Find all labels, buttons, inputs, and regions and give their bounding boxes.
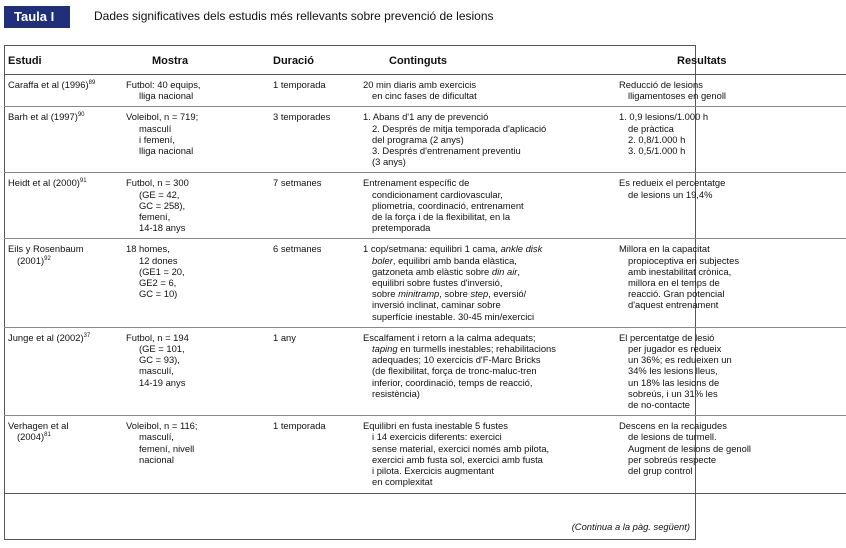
sample-cell-line: nacional <box>139 453 174 465</box>
contents-cell-line: resistència) <box>372 387 420 399</box>
study-cell <box>4 416 122 493</box>
sample-cell-line: femení, nivell <box>139 442 195 454</box>
duration-cell <box>269 327 359 415</box>
results-cell-line: Augment de lesions de genoll <box>628 442 752 454</box>
study-cell <box>4 107 122 173</box>
sample-cell-line: Voleibol, n = 116; <box>126 420 198 432</box>
study-cell <box>4 173 122 239</box>
sample-cell-line: 14-18 anys <box>139 222 186 234</box>
sample-cell <box>122 239 269 327</box>
col-header-sample: Mostra <box>122 46 269 75</box>
results-cell-line: amb inestabilitat crònica, <box>628 265 732 277</box>
results-cell <box>615 75 846 107</box>
col-header-contents: Continguts <box>359 46 615 75</box>
results-cell-line: per sobreús respecte <box>628 453 717 465</box>
contents-cell-line: (3 anys) <box>372 156 406 168</box>
contents-cell-line: inversió inclinat, caminar sobre <box>372 299 501 311</box>
contents-cell-line: inferior, coordinació, temps de reacció, <box>372 376 533 388</box>
table-caption: Dades significatives dels estudis més rellevants sobre prevenció de lesions <box>94 9 494 23</box>
contents-cell-line: i 14 exercicis diferents: exercici <box>372 431 502 443</box>
header-row <box>4 46 846 75</box>
results-cell-line: 1. 0,9 lesions/1.000 h <box>619 111 709 123</box>
contents-cell-line: 2. Després de mitja temporada d'aplicació <box>372 122 547 134</box>
results-cell-line: propioceptiva en subjectes <box>628 254 740 266</box>
sample-cell-line: (GE = 101, <box>139 343 185 355</box>
contents-cell-line: en complexitat <box>372 476 433 488</box>
contents-cell-line: exercici amb fusta sol, exercici amb fusta <box>372 453 543 465</box>
results-cell <box>615 327 846 415</box>
results-cell-line: de no-contacte <box>628 399 691 411</box>
results-cell <box>615 239 846 327</box>
sample-cell-line: femení, <box>139 211 171 223</box>
study-cell-line: Caraffa et al $(1996)^{89}$ <box>8 79 96 90</box>
contents-cell-line: 1 cop/setmana: equilibri 1 cama, ankle disk <box>363 243 543 255</box>
table-body <box>4 75 846 494</box>
contents-cell-line: en cinc fases de dificultat <box>372 90 477 102</box>
sample-cell-line: 18 homes, <box>126 243 170 255</box>
contents-cell-line: superfície inestable. 30-45 min/exercici <box>372 310 535 322</box>
results-cell-line: lligamentoses en genoll <box>628 90 726 102</box>
results-cell-line: millora en el temps de <box>628 277 720 289</box>
contents-cell-line: sense material, exercici només amb pilota, <box>372 442 550 454</box>
table-row <box>4 239 846 327</box>
results-cell-line: d'aquest entrenament <box>628 299 719 311</box>
results-cell-line: Reducció de lesions <box>619 79 703 90</box>
sample-cell <box>122 75 269 107</box>
contents-cell-line: pliometria, coordinació, entrenament <box>372 199 524 211</box>
results-cell-line: per jugador es redueix <box>628 343 722 355</box>
reference-number: 81 <box>44 432 51 439</box>
sample-cell-line: (GE = 42, <box>139 188 180 200</box>
contents-cell <box>359 327 615 415</box>
results-cell-line: 2. 0,8/1.000 h <box>628 133 686 145</box>
sample-cell-line: Futbol, n = 194 <box>126 331 189 343</box>
sample-cell-line: i femení, <box>139 133 175 145</box>
sample-cell <box>122 416 269 493</box>
sample-cell-line: masculí, <box>139 365 174 377</box>
duration-cell <box>269 416 359 493</box>
results-cell-line: sobreús, i un 31% les <box>628 387 718 399</box>
contents-cell-line: equilibri sobre fustes d'inversió, <box>372 277 503 289</box>
contents-cell-line: 1. Abans d'1 any de prevenció <box>363 111 489 123</box>
contents-cell-line: condicionament cardiovascular, <box>372 188 503 200</box>
sample-cell <box>122 107 269 173</box>
results-cell-line: El percentatge de lesió <box>619 331 715 343</box>
contents-cell <box>359 173 615 239</box>
study-cell <box>4 327 122 415</box>
sample-cell-line: GC = 10) <box>139 288 178 300</box>
table-row <box>4 416 846 493</box>
sample-cell-line: GC = 258), <box>139 199 186 211</box>
duration-cell <box>269 239 359 327</box>
sample-cell-line: 14-19 anys <box>139 376 186 388</box>
duration-cell-line: 3 temporades <box>273 111 331 123</box>
study-cell-line: Eils y Rosenbaum <box>8 243 84 255</box>
contents-cell-line: de la força i de la flexibilitat, en la <box>372 211 511 223</box>
contents-cell-line: sobre minitramp, sobre step, eversió/ <box>372 288 527 300</box>
duration-cell-line: 6 setmanes <box>273 243 322 255</box>
contents-cell-line: i pilota. Exercicis augmentant <box>372 465 494 477</box>
contents-cell-line: Equilibri en fusta inestable 5 fustes <box>363 420 508 432</box>
table-row <box>4 327 846 415</box>
contents-cell-line: Escalfament i retorn a la calma adequats; <box>363 331 536 343</box>
contents-cell-line: (de flexibilitat, força de tronc-maluc-tren <box>372 365 537 377</box>
sample-cell <box>122 327 269 415</box>
results-cell-line: de pràctica <box>628 122 674 134</box>
study-cell-line: Barh et al $(1997)^{90}$ <box>8 111 85 123</box>
contents-cell-line: del programa (2 anys) <box>372 133 464 145</box>
results-cell <box>615 107 846 173</box>
contents-cell <box>359 416 615 493</box>
reference-number: 92 <box>44 255 51 262</box>
duration-cell-line: 1 temporada <box>273 420 326 432</box>
table-number-badge: Taula I <box>4 6 70 28</box>
contents-cell-line: 20 min diaris amb exercicis <box>363 79 477 90</box>
sample-cell-line: 12 dones <box>139 254 178 266</box>
table-row <box>4 75 846 107</box>
results-cell-line: de lesions un 19,4% <box>628 188 713 200</box>
sample-cell-line: GE2 = 6, <box>139 277 177 289</box>
study-cell-line: $(2004)^{81}$ <box>17 431 51 443</box>
duration-cell-line: 7 setmanes <box>273 177 322 189</box>
results-cell-line: Es redueix el percentatge <box>619 177 726 189</box>
duration-cell-line: 1 temporada <box>273 79 326 90</box>
contents-cell <box>359 75 615 107</box>
results-cell-line: Descens en la recaigudes <box>619 420 727 432</box>
results-cell-line: un 36%; es redueixen un <box>628 354 732 366</box>
contents-cell-line: gatzoneta amb elàstic sobre din air, <box>372 265 521 277</box>
contents-cell-line: pretemporada <box>372 222 431 234</box>
results-cell-line: un 18% las lesions de <box>628 376 720 388</box>
study-cell-line: Heidt et al $(2000)^{91}$ <box>8 177 87 189</box>
sample-cell-line: masculí, <box>139 431 174 443</box>
sample-cell-line: lliga nacional <box>139 145 194 157</box>
continued-note: (Continua a la pàg. següent) <box>571 521 690 532</box>
results-cell <box>615 416 846 493</box>
contents-cell-line: boler, equilibri amb banda elàstica, <box>372 254 517 266</box>
duration-cell <box>269 107 359 173</box>
reference-number: 37 <box>83 332 91 339</box>
sample-cell-line: Futbol: 40 equips, <box>126 79 201 90</box>
contents-cell-line: 3. Després d'entrenament preventiu <box>372 145 521 157</box>
study-cell <box>4 239 122 327</box>
study-cell-line: $(2001)^{92}$ <box>17 254 51 266</box>
table-row <box>4 107 846 173</box>
results-cell-line: de lesions de turmell. <box>628 431 717 443</box>
contents-cell <box>359 107 615 173</box>
results-cell <box>615 173 846 239</box>
col-header-results: Resultats <box>615 46 846 75</box>
studies-table <box>4 46 846 494</box>
reference-number: 89 <box>88 79 96 86</box>
contents-cell-line: Entrenament específic de <box>363 177 470 189</box>
contents-cell-line: adequades; 10 exercicis d'F-Marc Bricks <box>372 354 541 366</box>
results-cell-line: reacció. Gran potencial <box>628 288 725 300</box>
contents-cell-line: taping en turmells inestables; rehabilitacions <box>372 343 556 355</box>
contents-cell <box>359 239 615 327</box>
results-cell-line: 34% les lesions lleus, <box>628 365 718 377</box>
col-header-study: Estudi <box>4 46 122 75</box>
sample-cell-line: masculí <box>139 122 172 134</box>
results-cell-line: 3. 0,5/1.000 h <box>628 145 686 157</box>
duration-cell-line: 1 any <box>273 331 296 343</box>
reference-number: 91 <box>79 178 87 185</box>
sample-cell-line: Futbol, n = 300 <box>126 177 189 189</box>
sample-cell-line: GC = 93), <box>139 354 180 366</box>
results-cell-line: Millora en la capacitat <box>619 243 710 255</box>
table-row <box>4 173 846 239</box>
sample-cell-line: (GE1 = 20, <box>139 265 185 277</box>
col-header-duration: Duració <box>269 46 359 75</box>
sample-cell-line: lliga nacional <box>139 90 194 102</box>
table-header-bar <box>0 0 700 34</box>
sample-cell-line: Voleibol, n = 719; <box>126 111 199 123</box>
results-cell-line: del grup control <box>628 465 693 477</box>
reference-number: 90 <box>77 112 85 119</box>
sample-cell <box>122 173 269 239</box>
study-cell-line: Verhagen et al <box>8 420 69 432</box>
study-cell <box>4 75 122 107</box>
study-cell-line: Junge et al $(2002)^{37}$ <box>8 331 91 343</box>
duration-cell <box>269 75 359 107</box>
duration-cell <box>269 173 359 239</box>
